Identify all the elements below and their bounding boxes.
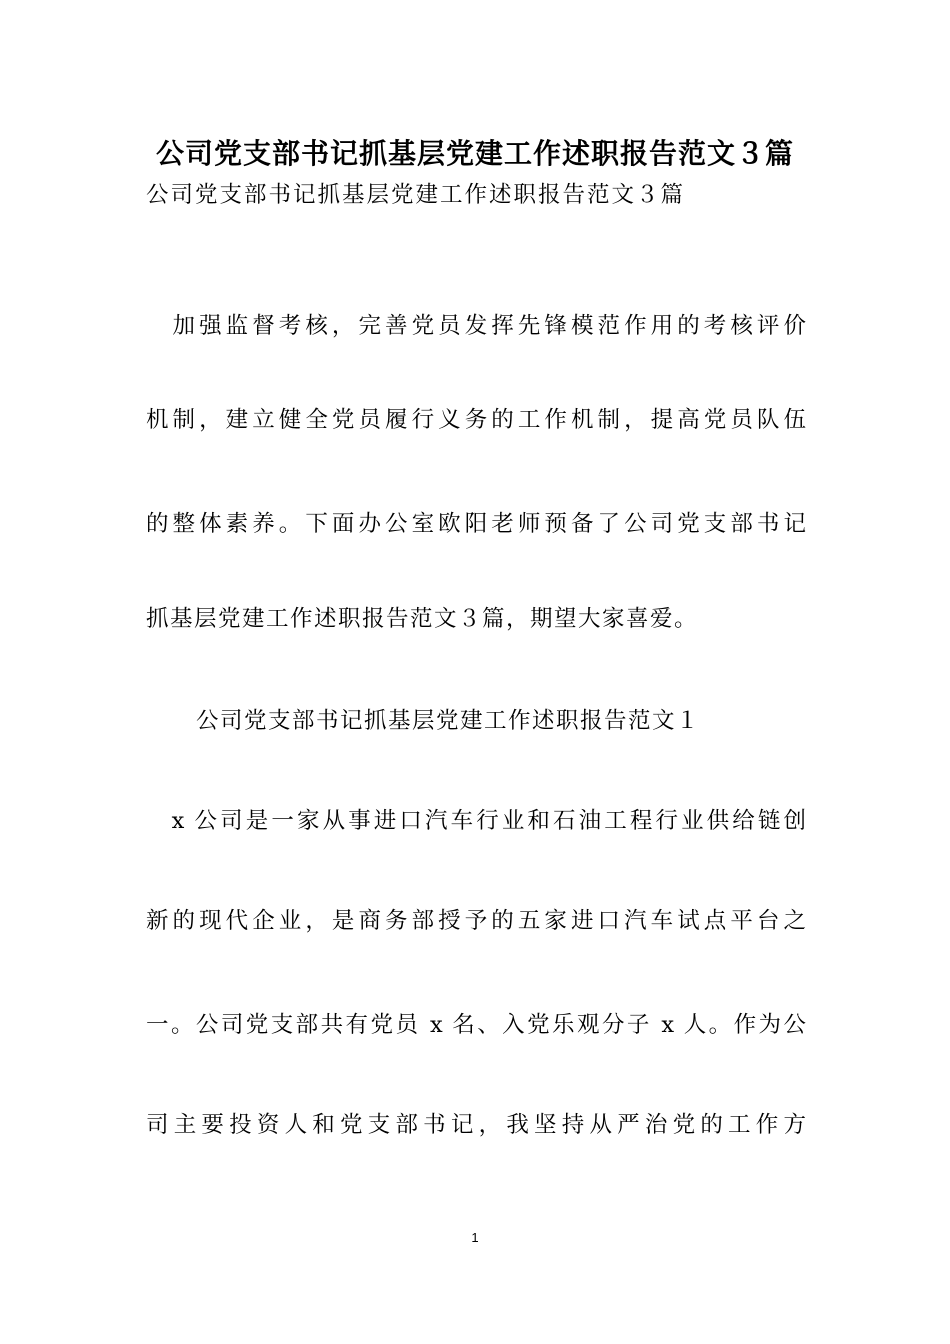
page-number: 1 — [471, 1230, 479, 1245]
body-line-4: 抓基层党建工作述职报告范文３篇，期望大家喜爱。 — [146, 606, 699, 632]
section-heading-1: 公司党支部书记抓基层党建工作述职报告范文１ — [196, 708, 701, 734]
body-line-2: 机制，建立健全党员履行义务的工作机制，提高党员队伍 — [146, 407, 806, 433]
document-title: 公司党支部书记抓基层党建工作述职报告范文３篇 — [155, 137, 794, 170]
body-line-9: 司主要投资人和党支部书记，我坚持从严治党的工作方 — [146, 1112, 806, 1138]
body-line-7: 新的现代企业，是商务部授予的五家进口汽车试点平台之 — [146, 908, 806, 934]
document-subtitle: 公司党支部书记抓基层党建工作述职报告范文３篇 — [146, 182, 686, 208]
body-line-3: 的整体素养。下面办公室欧阳老师预备了公司党支部书记 — [146, 511, 806, 537]
body-line-8: 一。公司党支部共有党员 x 名、入党乐观分子 x 人。作为公 — [146, 1012, 806, 1038]
body-line-6: x 公司是一家从事进口汽车行业和石油工程行业供给链创 — [146, 808, 806, 834]
body-line-1: 加强监督考核，完善党员发挥先锋模范作用的考核评价 — [146, 313, 806, 339]
